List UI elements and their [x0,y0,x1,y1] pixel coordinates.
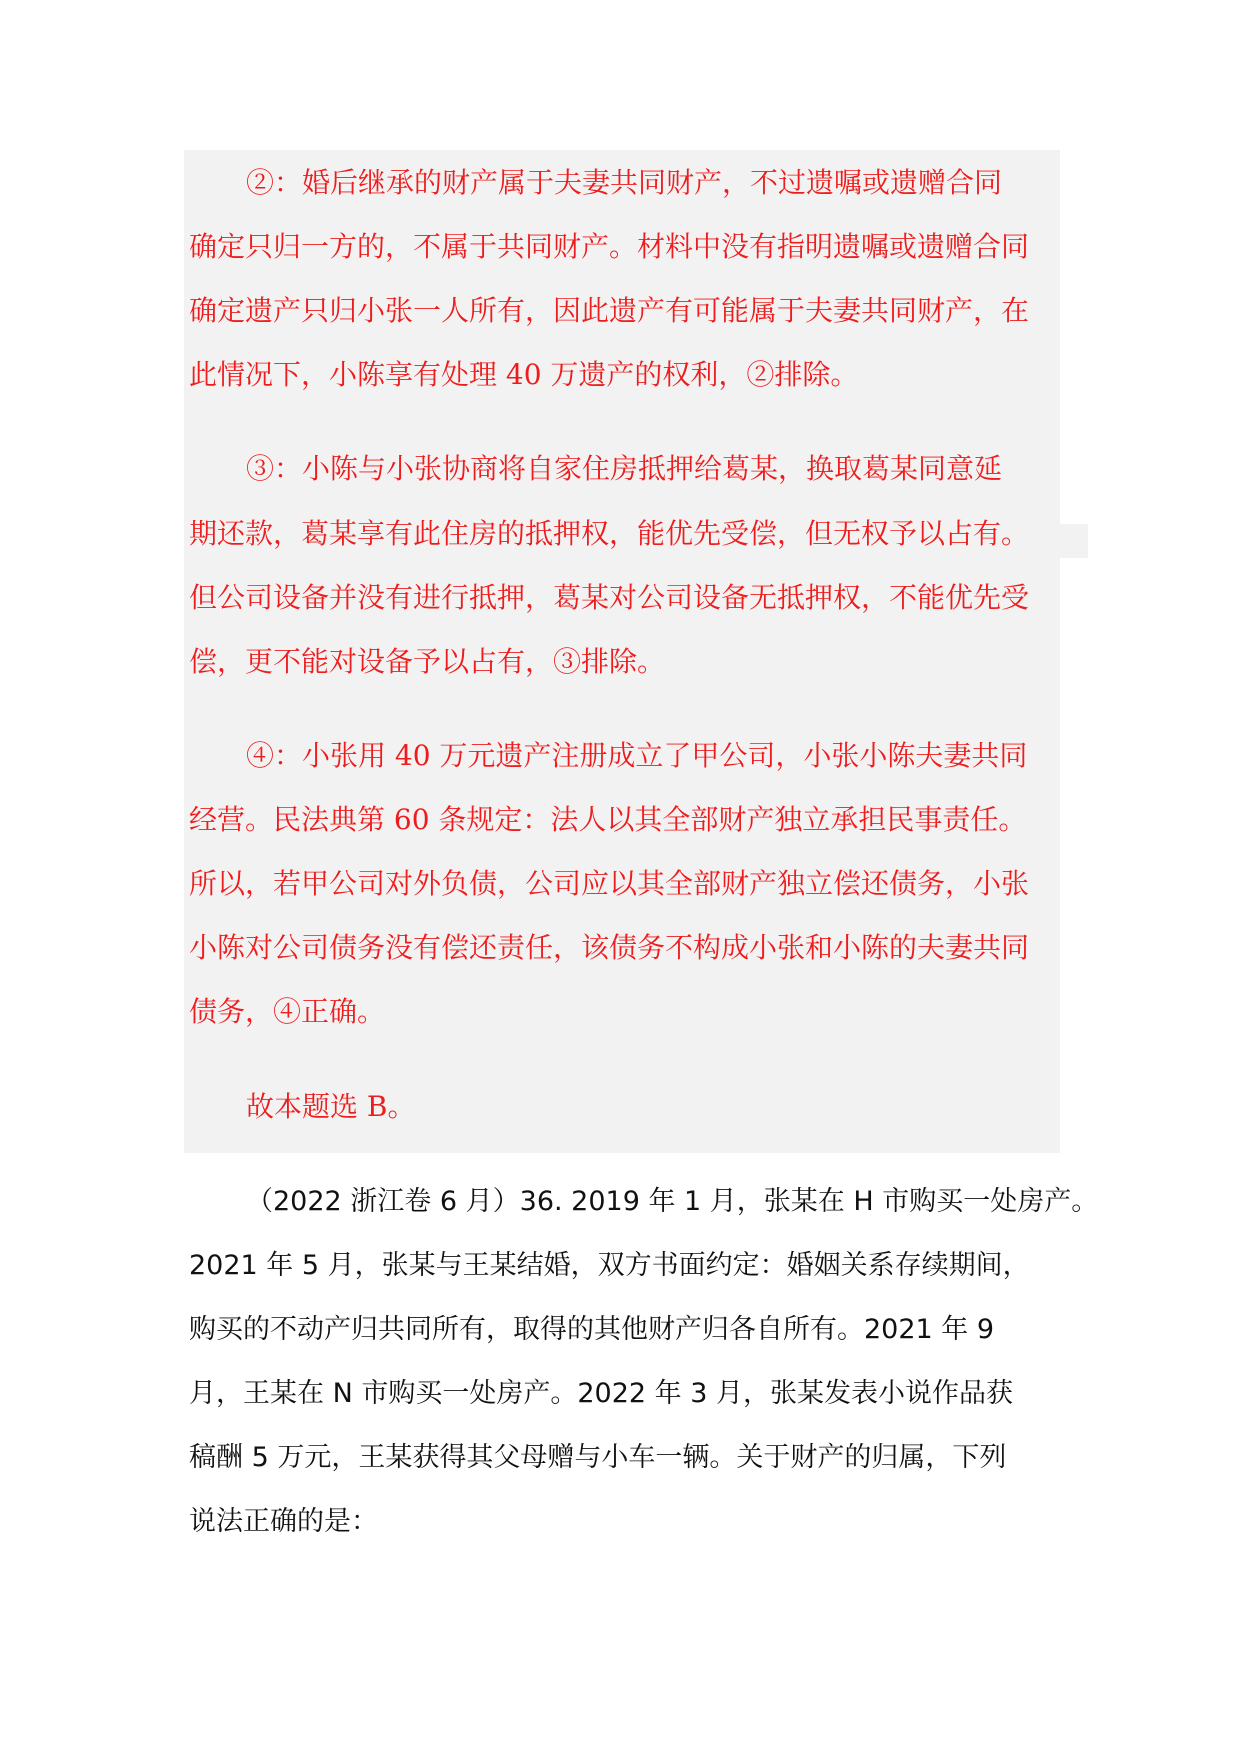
highlight-overflow [1060,524,1088,558]
para3-line3: 但公司设备并没有进行抵押，葛某对公司设备无抵押权，不能优先受 [189,581,1030,614]
para2-line4: 此情况下，小陈享有处理 40 万遗产的权利，②排除。 [189,358,859,391]
para4-line1: ④：小张用 40 万元遗产注册成立了甲公司，小张小陈夫妻共同 [246,739,1028,772]
para2-line3: 确定遗产只归小张一人所有，因此遗产有可能属于夫妻共同财产，在 [189,294,1030,327]
answer-conclusion: 故本题选 B。 [246,1090,416,1123]
question-line1: （2022 浙江卷 6 月）36. 2019 年 1 月，张某在 H 市购买一处房产。 [246,1186,1099,1217]
question-line2: 2021 年 5 月，张某与王某结婚，双方书面约定：婚姻关系存续期间， [189,1250,1030,1281]
question-line4: 月，王某在 N 市购买一处房产。2022 年 3 月，张某发表小说作品获 [189,1378,1013,1409]
para3-line2: 期还款，葛某享有此住房的抵押权，能优先受偿，但无权予以占有。 [189,517,1030,550]
para2-line2: 确定只归一方的，不属于共同财产。材料中没有指明遗嘱或遗赠合同 [189,230,1030,263]
question-line3: 购买的不动产归共同所有，取得的其他财产归各自所有。2021 年 9 [189,1314,995,1345]
question-line5: 稿酬 5 万元，王某获得其父母赠与小车一辆。关于财产的归属，下列 [189,1442,1007,1473]
para3-line4: 偿，更不能对设备予以占有，③排除。 [189,645,666,678]
para4-line5: 债务，④正确。 [189,995,386,1028]
para2-line1: ②：婚后继承的财产属于夫妻共同财产，不过遗嘱或遗赠合同 [246,166,1003,199]
question-line6: 说法正确的是： [189,1506,378,1537]
para4-line3: 所以，若甲公司对外负债，公司应以其全部财产独立偿还债务，小张 [189,867,1030,900]
para3-line1: ③：小陈与小张协商将自家住房抵押给葛某，换取葛某同意延 [246,452,1003,485]
para4-line4: 小陈对公司债务没有偿还责任，该债务不构成小张和小陈的夫妻共同 [189,931,1030,964]
para4-line2: 经营。民法典第 60 条规定：法人以其全部财产独立承担民事责任。 [189,803,1027,836]
